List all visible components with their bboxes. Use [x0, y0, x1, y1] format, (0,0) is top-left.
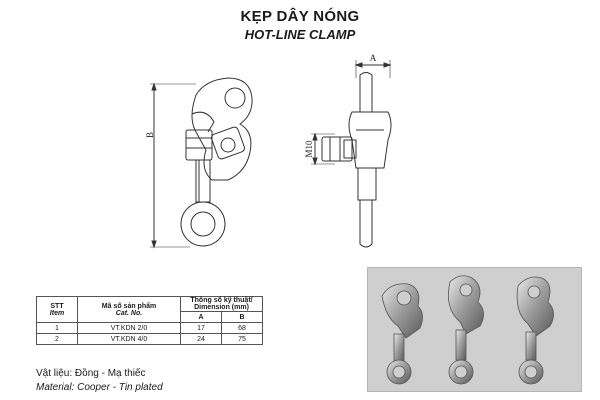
page-title: KẸP DÂY NÓNG: [240, 8, 360, 25]
cell-a: 17: [181, 323, 222, 334]
cell-b: 75: [222, 334, 263, 345]
spec-table: [36, 296, 263, 345]
cell-stt: 1: [37, 323, 78, 334]
header-dimension-en: Dimension (mm): [194, 304, 249, 311]
cell-cat-no: VT.KDN 4/0: [78, 334, 181, 345]
table-row: [37, 334, 263, 345]
product-photo: [367, 267, 582, 392]
header-dimension: [181, 297, 263, 312]
side-view-drawing: [311, 60, 391, 247]
material-vn: Vật liệu: Đồng - Mạ thiếc: [36, 368, 146, 379]
header-stt: [37, 297, 78, 323]
dimension-b-label: B: [145, 131, 155, 139]
header-stt-en: Item: [49, 309, 65, 317]
header-cat-no-vn: Mã số sản phẩm: [101, 302, 157, 310]
header-cat-no-en: Cat. No.: [115, 309, 143, 317]
cell-a: 24: [181, 334, 222, 345]
header-stt-vn: STT: [50, 302, 64, 310]
material-note: [36, 367, 163, 395]
cell-cat-no: VT.KDN 2/0: [78, 323, 181, 334]
header-b: B: [222, 312, 263, 323]
header-cat-no: [78, 297, 181, 323]
dimension-a-label: A: [369, 53, 377, 63]
header-dimension-vn: Thông số kỹ thuật/: [190, 297, 253, 304]
material-en: Material: Cooper - Tin plated: [36, 382, 163, 393]
dimension-m10-label: M10: [304, 140, 314, 158]
header-a: A: [181, 312, 222, 323]
table-row: [37, 323, 263, 334]
clamp-photo-illustration: [368, 268, 582, 392]
cell-b: 68: [222, 323, 263, 334]
front-view-drawing: [150, 78, 252, 247]
cell-stt: 2: [37, 334, 78, 345]
page-subtitle: HOT-LINE CLAMP: [244, 27, 356, 42]
